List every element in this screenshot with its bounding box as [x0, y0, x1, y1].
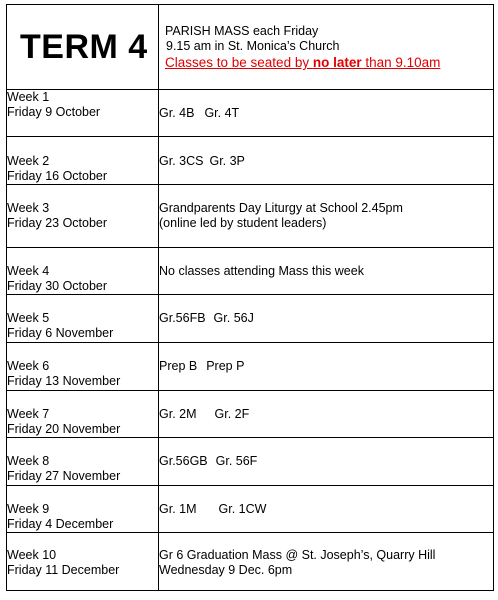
table-row	[7, 248, 494, 295]
activity-cell	[159, 137, 494, 185]
activity-cell	[159, 391, 494, 438]
activity-line: Gr 6 Graduation Mass @ St. Joseph’s, Quarry Hill	[159, 548, 436, 562]
mass-info-line-1: PARISH MASS each Friday	[165, 24, 319, 38]
week-cell	[7, 486, 159, 533]
week-label: Week 2	[7, 154, 50, 168]
table-row	[7, 391, 494, 438]
week-label: Week 7	[7, 407, 50, 421]
class-name: Gr. 3CS	[159, 154, 204, 168]
activity-cell	[159, 185, 494, 248]
table-row	[7, 533, 494, 591]
week-label: Week 3	[7, 201, 50, 215]
activity-cell	[159, 90, 494, 137]
seating-notice	[165, 54, 493, 72]
table-row	[7, 137, 494, 185]
week-label: Week 4	[7, 264, 50, 278]
table-row	[7, 90, 494, 137]
class-name: Gr. 2M	[159, 407, 197, 421]
week-date: Friday 27 November	[7, 469, 121, 483]
week-cell	[7, 185, 159, 248]
week-cell	[7, 438, 159, 486]
week-label: Week 1	[7, 90, 50, 104]
week-cell	[7, 90, 159, 137]
class-name: Gr. 4T	[204, 106, 240, 120]
week-cell	[7, 248, 159, 295]
class-name: Prep P	[206, 359, 245, 373]
week-label: Week 9	[7, 502, 50, 516]
activity-cell	[159, 295, 494, 343]
class-name: Gr.56FB	[159, 311, 206, 325]
activity-line: Grandparents Day Liturgy at School 2.45pm	[159, 201, 403, 215]
class-name: Prep B	[159, 359, 198, 373]
class-name: Gr. 1M	[159, 502, 197, 516]
activity-line: No classes attending Mass this week	[159, 264, 364, 278]
week-label: Week 10	[7, 548, 57, 562]
week-cell	[7, 343, 159, 391]
week-date: Friday 16 October	[7, 169, 108, 183]
term-title: TERM 4	[20, 28, 148, 66]
week-cell	[7, 295, 159, 343]
week-cell	[7, 533, 159, 591]
week-date: Friday 4 December	[7, 517, 114, 531]
class-name: Gr. 4B	[159, 106, 195, 120]
table-row	[7, 438, 494, 486]
seating-notice-suffix: than 9.10am	[361, 55, 441, 70]
header-row	[7, 5, 494, 90]
table-row	[7, 343, 494, 391]
week-date: Friday 23 October	[7, 216, 108, 230]
week-date: Friday 30 October	[7, 279, 108, 293]
seating-notice-bold: no later	[312, 55, 362, 70]
week-cell	[7, 137, 159, 185]
class-name: Gr. 3P	[209, 154, 245, 168]
activity-cell	[159, 533, 494, 591]
mass-info-line-2: 9.15 am in St. Monica’s Church	[166, 39, 340, 53]
activity-cell	[159, 343, 494, 391]
table-row	[7, 185, 494, 248]
week-date: Friday 20 November	[7, 422, 121, 436]
week-date: Friday 11 December	[7, 563, 120, 577]
table-row	[7, 486, 494, 533]
class-name: Gr. 56J	[213, 311, 254, 325]
activity-cell	[159, 486, 494, 533]
week-cell	[7, 391, 159, 438]
table-row	[7, 295, 494, 343]
mass-info-cell	[159, 5, 494, 90]
week-date: Friday 6 November	[7, 326, 114, 340]
week-date: Friday 13 November	[7, 374, 121, 388]
seating-notice-prefix: Classes to be seated by	[165, 55, 313, 70]
week-label: Week 6	[7, 359, 50, 373]
class-name: Gr.56GB	[159, 454, 208, 468]
class-name: Gr. 1CW	[218, 502, 267, 516]
activity-line: (online led by student leaders)	[159, 216, 327, 230]
week-date: Friday 9 October	[7, 105, 101, 119]
class-name: Gr. 56F	[215, 454, 258, 468]
week-label: Week 5	[7, 311, 50, 325]
week-label: Week 8	[7, 454, 50, 468]
class-name: Gr. 2F	[214, 407, 250, 421]
activity-cell	[159, 248, 494, 295]
activity-cell	[159, 438, 494, 486]
term-cell	[7, 5, 159, 90]
mass-schedule-table	[6, 4, 494, 591]
activity-line: Wednesday 9 Dec. 6pm	[159, 563, 293, 577]
